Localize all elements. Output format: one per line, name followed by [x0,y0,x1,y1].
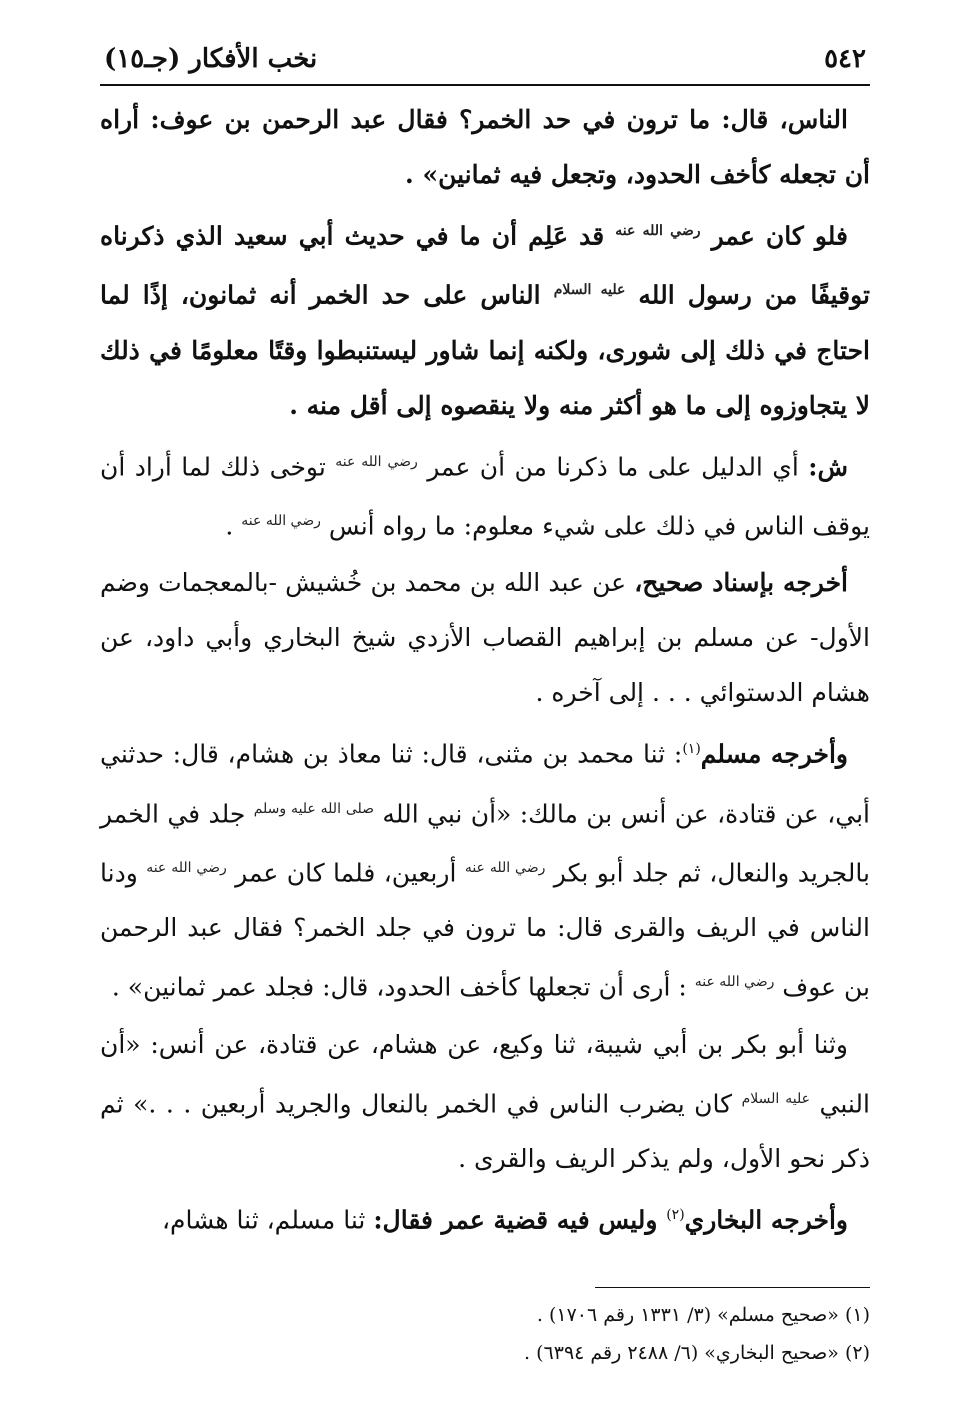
footnote-ref: (٢) [666,1206,685,1223]
text-run: جلد في الخمر بالجريد والنعال، ثم جلد أبو بكر [100,798,870,888]
footnote-item: (١) «صحيح مسلم» (٣/ ١٣٣١ رقم ١٧٠٦) . [536,1304,870,1327]
honorific-glyph: رضي الله عنه [694,974,775,991]
paragraph [100,555,870,720]
text-run: ودنا الناس في الريف والقرى قال: ما ترون في جلد الخمر؟ فقال عبد الرحمن بن عوف [100,858,870,1002]
honorific-glyph: رضي الله عنه [464,859,546,876]
text-run: الناس على حد الخمر أنه ثمانون، إذًا لما احتاج في ذلك إلى شورى، ولكنه إنما شاور ليستنبطوا وقتًا معلومًا في ذلك لا يتجاوزوه إلى ما هو أكثر منه ولا ينقصوه إلى أقل منه . [100,280,870,420]
source-lead: وأخرجه البخاري [684,1205,848,1235]
text-run: فلو كان عمر [700,221,849,251]
honorific-glyph: رضي الله عنه [146,859,227,876]
source-lead: وليس فيه قضية عمر فقال: [373,1205,667,1235]
page-header [100,44,870,86]
honorific-glyph: رضي الله عنه [241,512,321,529]
footnote-item: (٢) «صحيح البخاري» (٦/ ٢٤٨٨ رقم ٦٣٩٤) . [524,1342,870,1365]
text-run: : ثنا محمد بن مثنى، قال: ثنا معاذ بن هشام، قال: حدثني أبي، عن قتادة، عن أنس بن مالك: «أن نبي الله [100,739,870,828]
honorific-glyph: رضي الله عنه [615,223,701,239]
text-run: وثنا أبو بكر بن أبي شيبة، ثنا وكيع، عن هشام، عن قتادة، عن أنس: «أن النبي [100,1029,870,1118]
paragraph-text: الناس، قال: ما ترون في حد الخمر؟ فقال عبد الرحمن بن عوف: أراه أن تجعله كأخف الحدود، وتجعل فيه ثمانين» . [100,105,870,189]
text-run: قد عَلِم أن ما في حديث أبي سعيد الذي ذكرناه توقيفًا من رسول الله [100,221,870,310]
paragraph [100,204,870,433]
paragraph [100,435,870,554]
source-lead: وأخرجه مسلم [700,739,849,769]
text-run: توخى ذلك لما أراد أن يوقف الناس في ذلك على شيء معلوم: ما رواه أنس [100,451,870,541]
text-run: : أرى أن تجعلها كأخف الحدود، قال: فجلد عمر ثمانين» . [111,972,695,1002]
text-run: أربعين، فلما كان عمر [226,858,465,888]
footnote-ref: (١) [682,741,701,758]
honorific-glyph: صلى الله عليه وسلم [253,800,375,817]
footnote-divider [595,1287,870,1288]
text-run: كان يضرب الناس في الخمر بالنعال والجريد أربعين . . .» ثم ذكر نحو الأول، ولم يذكر الريف والقرى . [100,1088,870,1173]
honorific-glyph: عليه السلام [553,282,626,299]
honorific-glyph: رضي الله عنه [335,453,418,470]
book-title: نخب الأفكار (جـ١٥) [104,44,318,74]
source-lead: ش: [808,451,848,481]
text-run: . [225,511,242,541]
paragraph [100,722,870,1014]
text-run: عن عبد الله بن محمد بن خُشيش -بالمعجمات وضم الأول- عن مسلم بن إبراهيم القصاب الأزدي شيخ البخاري وأبي داود، عن هشام الدستوائي . . . إلى آخره . [100,568,870,708]
source-lead: أخرجه بإسناد صحيح، [634,568,848,598]
honorific-glyph: عليه السلام [741,1090,810,1107]
footnotes [100,1296,870,1372]
paragraph [100,1188,870,1247]
text-run: ثنا مسلم، ثنا هشام، [161,1205,374,1235]
text-run: أي الدليل على ما ذكرنا من أن عمر [417,451,809,481]
page-number: ٥٤٢ [824,44,866,74]
document-page [100,44,870,1372]
page-body [100,86,870,1247]
paragraph [100,1017,870,1186]
paragraph [100,92,870,202]
